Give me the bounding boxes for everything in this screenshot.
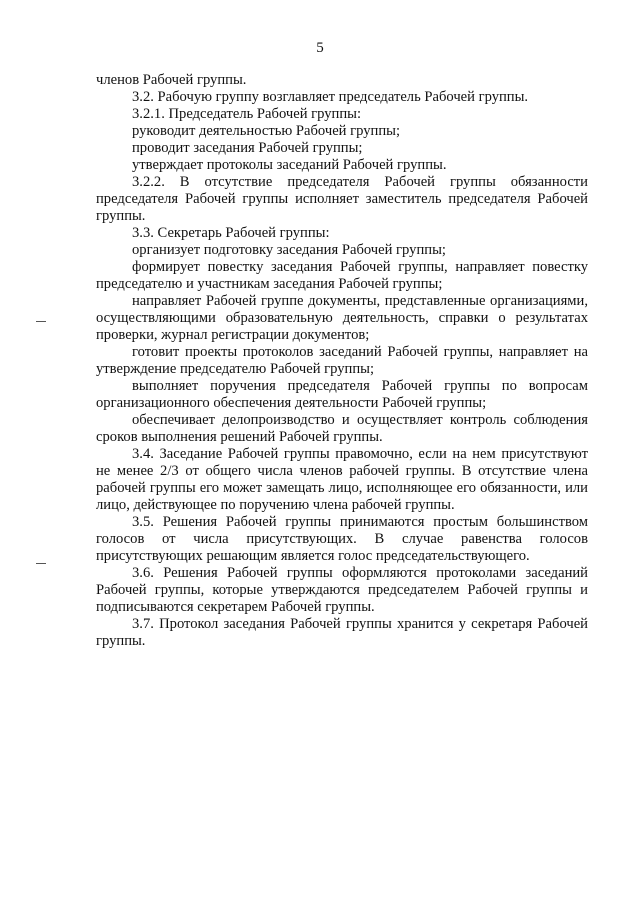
paragraph-3-2-1: 3.2.1. Председатель Рабочей группы: xyxy=(132,106,362,122)
list-item: проводит заседания Рабочей группы; xyxy=(132,140,363,156)
list-item: формирует повестку заседания Рабочей группы, направляет повестку председателю и участникам заседания Рабочей группы; xyxy=(96,259,588,292)
list-item: организует подготовку заседания Рабочей группы; xyxy=(132,242,446,258)
margin-mark xyxy=(36,563,46,564)
paragraph-3-6: 3.6. Решения Рабочей группы оформляются протоколами заседаний Рабочей группы, которые утверждаются председателем Рабочей группы и подписываются секретарем Рабочей группы. xyxy=(96,565,588,615)
list-item: обеспечивает делопроизводство и осуществляет контроль соблюдения сроков выполнения решений Рабочей группы. xyxy=(96,412,588,445)
paragraph-3-3: 3.3. Секретарь Рабочей группы: xyxy=(132,225,330,241)
list-item: выполняет поручения председателя Рабочей группы по вопросам организационного обеспечения деятельности Рабочей группы; xyxy=(96,378,588,411)
list-item: готовит проекты протоколов заседаний Рабочей группы, направляет на утверждение председателю Рабочей группы; xyxy=(96,344,588,377)
paragraph-3-2: 3.2. Рабочую группу возглавляет председатель Рабочей группы. xyxy=(132,89,529,105)
paragraph-3-7: 3.7. Протокол заседания Рабочей группы хранится у секретаря Рабочей группы. xyxy=(96,616,588,649)
paragraph-3-5: 3.5. Решения Рабочей группы принимаются простым большинством голосов от числа присутствующих. В случае равенства голосов присутствующих решающим является голос председательствующего. xyxy=(96,514,588,564)
page-number: 5 xyxy=(316,40,324,56)
paragraph-3-4: 3.4. Заседание Рабочей группы правомочно, если на нем присутствуют не менее 2/3 от общего числа членов рабочей группы. В отсутствие члена рабочей группы его может замещать лицо, исполняющее его обязанности, или лицо, действующее по поручению члена рабочей группы. xyxy=(96,446,588,513)
paragraph-3-2-2: 3.2.2. В отсутствие председателя Рабочей группы обязанности председателя Рабочей группы исполняет заместитель председателя Рабочей группы. xyxy=(96,174,588,224)
paragraph-continuation: членов Рабочей группы. xyxy=(96,72,247,88)
list-item: руководит деятельностью Рабочей группы; xyxy=(132,123,400,139)
list-item: утверждает протоколы заседаний Рабочей группы. xyxy=(132,157,447,173)
document-body xyxy=(96,72,588,650)
margin-mark xyxy=(36,321,46,322)
list-item: направляет Рабочей группе документы, представленные организациями, осуществляющими образовательную деятельность, справки о результатах проверки, журнал регистрации документов; xyxy=(96,293,588,343)
